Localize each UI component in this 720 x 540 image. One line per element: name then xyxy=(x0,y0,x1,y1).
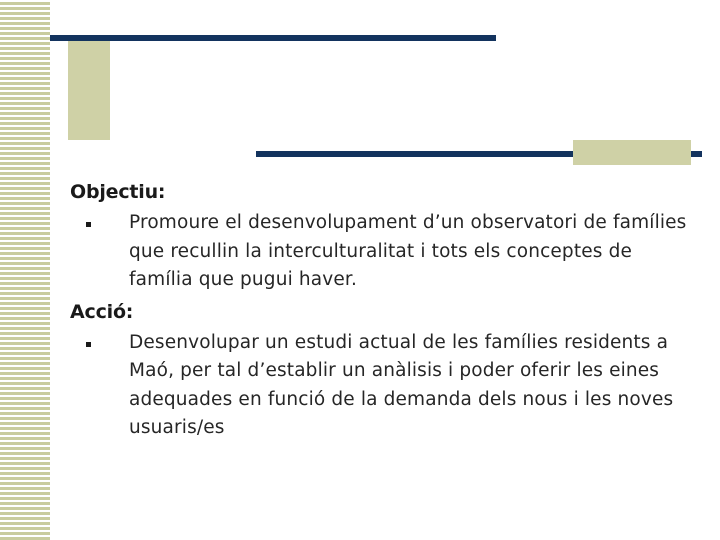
decorative-stripes xyxy=(0,0,50,540)
decorative-block-right xyxy=(573,140,691,165)
objective-bullet-item xyxy=(70,209,700,295)
action-heading: Acció: xyxy=(70,300,134,323)
decorative-block-top xyxy=(68,38,110,140)
decorative-bar-top xyxy=(50,35,496,41)
action-bullet-item xyxy=(70,329,700,443)
bullet-square-icon xyxy=(86,222,91,227)
bullet-square-icon xyxy=(86,342,91,347)
action-bullet-text: Desenvolupar un estudi actual de les famílies residents a Maó, per tal d’establir un anàlisis i poder oferir les eines adequades en funció de la demanda dels nous i les noves usuaris/es xyxy=(129,331,674,438)
slide-content xyxy=(70,178,700,446)
objective-heading: Objectiu: xyxy=(70,181,166,203)
objective-bullet-text: Promoure el desenvolupament d’un observatori de famílies que recullin la interculturalitat i tots els conceptes de família que pugui haver. xyxy=(129,212,687,290)
